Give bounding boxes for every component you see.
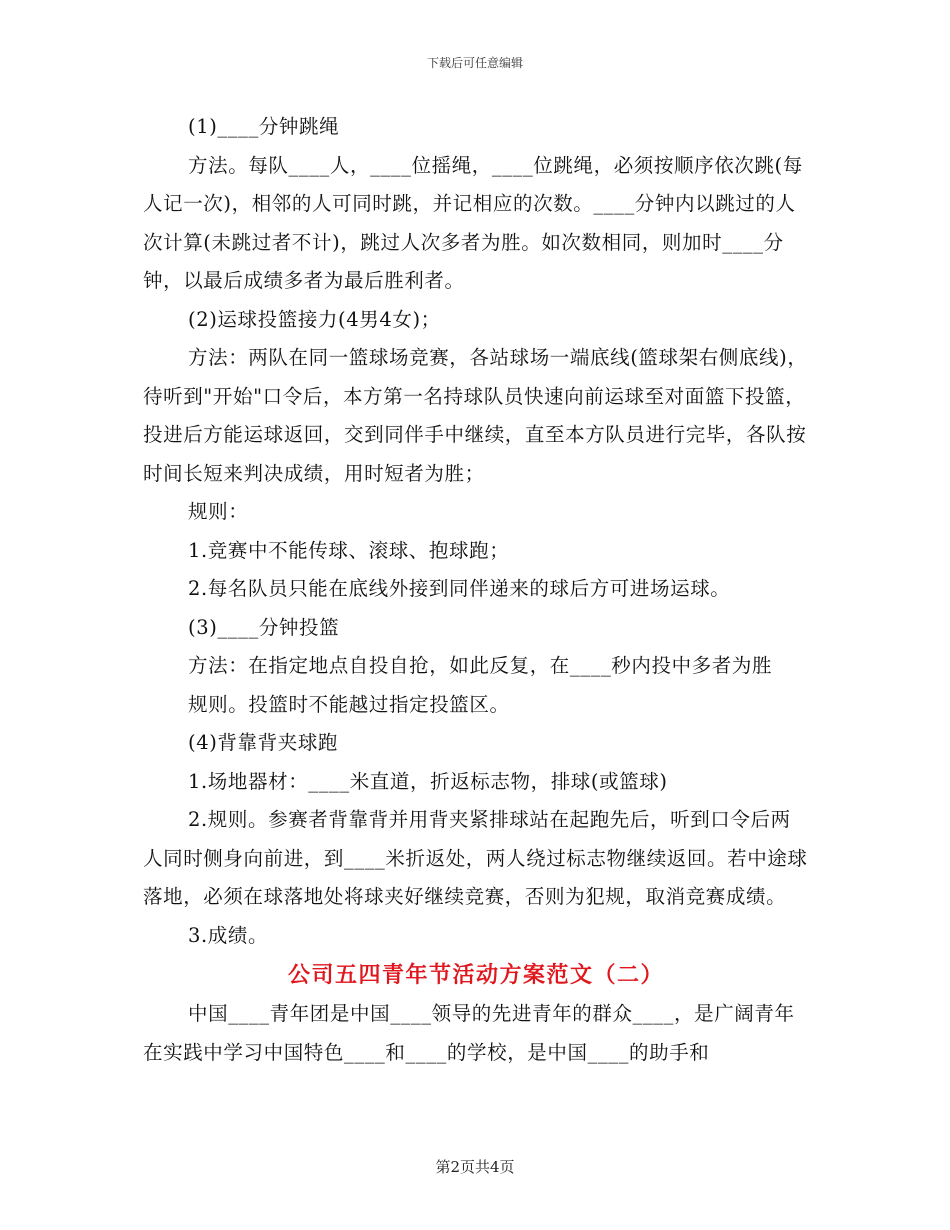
paragraph: (3)____分钟投篮: [188, 615, 340, 639]
page-header: 下载后可任意编辑: [426, 56, 523, 70]
paragraph: (2)运球投篮接力(4男4女)；: [188, 307, 441, 331]
paragraph: 1.竞赛中不能传球、滚球、抱球跑；: [188, 538, 510, 562]
document-body: [143, 108, 809, 1072]
paragraph: 2.规则。参赛者背靠背并用背夹紧排球站在起跑先后，听到口令后两人同时侧身向前进，到____米折返处，两人绕过标志物继续返回。若中途球落地，必须在球落地处将球夹好继续竞赛，否则为犯规，取消竞赛成绩。: [143, 808, 808, 908]
paragraph: 3.成绩。: [188, 923, 269, 947]
section-title: 公司五四青年节活动方案范文（二）: [287, 962, 664, 988]
paragraph: 方法：两队在同一篮球场竞赛，各站球场一端底线(篮球架右侧底线)，待听到"开始"口令后，本方第一名持球队员快速向前运球至对面篮下投篮，投进后方能运球返回，交到同伴手中继续，直至本方队员进行完毕，各队按时间长短来判决成绩，用时短者为胜；: [143, 346, 808, 485]
paragraph: 中国____青年团是中国____领导的先进青年的群众____，是广阔青年在实践中学习中国特色____和____的学校，是中国____的助手和: [143, 1002, 795, 1064]
paragraph: (1)____分钟跳绳: [188, 115, 340, 138]
paragraph: 方法：在指定地点自投自抢，如此反复，在____秒内投中多者为胜: [188, 654, 773, 677]
paragraph: 1.场地器材：____米直道，折返标志物，排球(或篮球): [188, 769, 668, 793]
page-footer: 第2页共4页: [435, 1158, 515, 1176]
paragraph: 规则。投篮时不能越过指定投篮区。: [188, 692, 510, 716]
paragraph: 方法。每队____人，____位摇绳，____位跳绳，必须按顺序依次跳(每人记一次)，相邻的人可同时跳，并记相应的次数。____分钟内以跳过的人次计算(未跳过者不计)，跳过人次多者为胜。如次数相同，则加时____分钟，以最后成绩多者为最后胜利者。: [143, 153, 803, 292]
paragraph: 2.每名队员只能在底线外接到同伴递来的球后方可进场运球。: [188, 577, 731, 600]
paragraph: 规则：: [188, 500, 249, 523]
paragraph: (4)背靠背夹球跑: [188, 731, 339, 754]
